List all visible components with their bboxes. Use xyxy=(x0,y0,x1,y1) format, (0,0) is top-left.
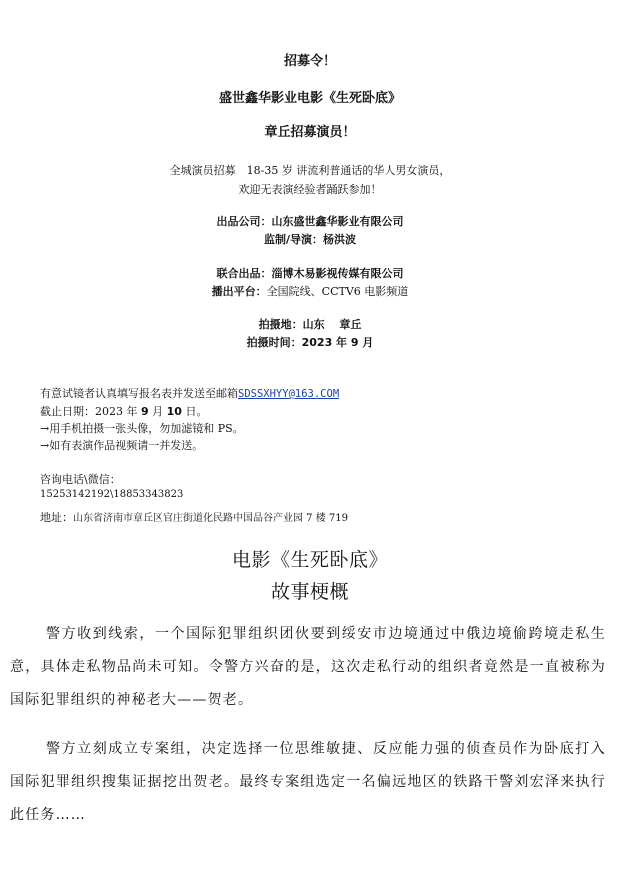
title-zhangqiu: 章丘招募演员！ xyxy=(264,125,356,140)
apply-item-1: →用手机拍摄一张头像，勿加滤镜和 PS。 xyxy=(40,422,244,435)
address-line xyxy=(40,506,348,525)
title-film: 盛世鑫华影业电影《生死卧底》 xyxy=(218,91,401,106)
deadline-line xyxy=(40,403,207,419)
deadline-month-unit: 月 xyxy=(148,405,167,418)
time-label: 拍摄时间： xyxy=(246,336,302,349)
title-recruit: 招募令！ xyxy=(283,54,336,69)
director-line: 监制/导演：杨洪波 xyxy=(263,233,357,246)
email-link[interactable]: SDSSXHYY@163.COM xyxy=(238,388,340,400)
apply-item-2: →如有表演作品视频请一并发送。 xyxy=(40,439,204,452)
synopsis-paragraph-2: 警方立刻成立专案组，决定选择一位思维敏捷、反应能力强的侦查员作为卧底打入国际犯罪组织搜集证据挖出贺老。最终专案组选定一名偏远地区的铁路干警刘宏泽来执行此任务…… xyxy=(10,741,606,823)
contact-phones: 15253142192\18853343823 xyxy=(40,489,184,500)
apply-text: 有意试镜者认真填写报名表并发送至邮箱 xyxy=(40,387,238,400)
synopsis-paragraph-1: 警方收到线索，一个国际犯罪组织团伙要到绥安市边境通过中俄边境偷跨境走私生意，具体走私物品尚未可知。令警方兴奋的是，这次走私行动的组织者竟然是一直被称为国际犯罪组织的神秘老大——贺老。 xyxy=(10,626,606,708)
intro-line-1: 全城演员招募 18-35 岁 讲流利普通话的华人男女演员， xyxy=(169,164,451,177)
producer-line: 出品公司：山东盛世鑫华影业有限公司 xyxy=(216,215,404,228)
platform-label: 播出平台： xyxy=(211,285,267,298)
synopsis-title: 故事梗概 xyxy=(270,581,349,603)
apply-line xyxy=(40,385,339,401)
contact-label: 咨询电话\微信： xyxy=(40,473,121,486)
platform-value: 全国院线、CCTV6 电影频道 xyxy=(266,285,409,298)
time-line xyxy=(0,334,620,350)
synopsis-title-film: 电影《生死卧底》 xyxy=(231,549,388,571)
deadline-pre: 截止日期：2023 年 xyxy=(40,405,141,418)
time-value: 2023 年 9 月 xyxy=(301,336,374,349)
platform-line xyxy=(0,283,620,299)
address-label: 地址： xyxy=(40,511,73,524)
deadline-day-unit: 日。 xyxy=(181,405,208,418)
intro-line-2: 欢迎无表演经验者踊跃参加！ xyxy=(238,183,382,196)
deadline-day: 10 xyxy=(166,405,182,418)
address-value: 山东省济南市章丘区官庄街道化民路中国品谷产业园 7 楼 719 xyxy=(73,513,348,524)
deadline-month: 9 xyxy=(141,405,149,418)
location-line: 拍摄地：山东 章丘 xyxy=(258,318,362,331)
coproducer-line: 联合出品：淄博木易影视传媒有限公司 xyxy=(216,267,404,280)
